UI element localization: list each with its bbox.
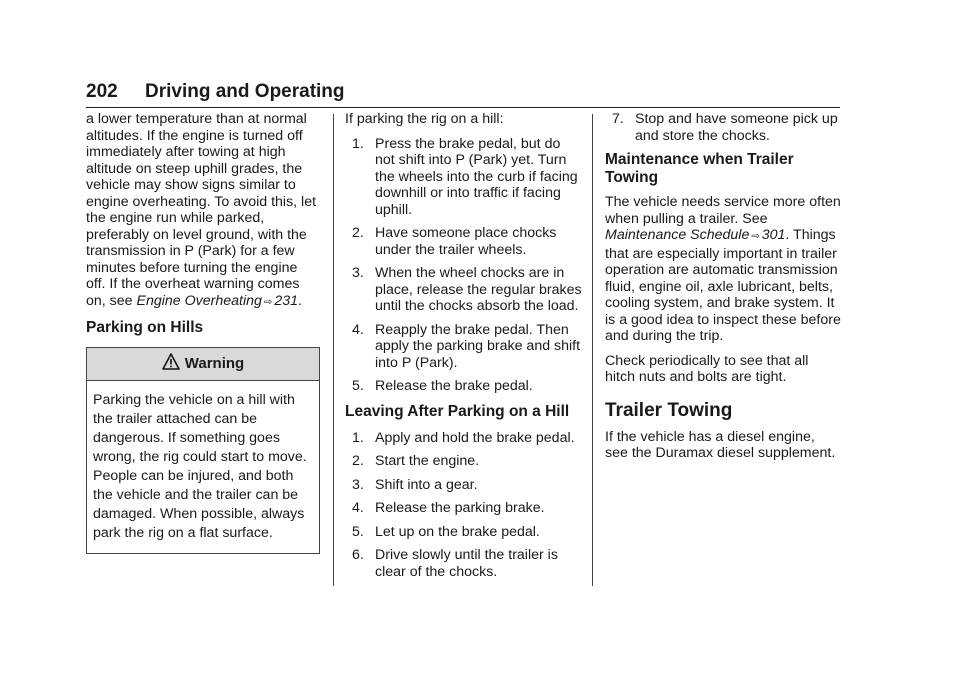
xref-page[interactable]: 301 [761,227,786,243]
column-1 [86,111,320,554]
list-item: 1. Press the brake pedal, but do not shift into P (Park) yet. Turn the wheels into the curb if facing downhill or into traffic if facing uphill. [352,135,578,218]
xref-engine-overheating[interactable]: Engine Overheating [136,292,262,309]
xref-arrow-icon: ⇨ [263,296,273,308]
list-item: 5. Release the brake pedal. [352,378,533,394]
column-divider [592,114,593,586]
hill-parking-intro: If parking the rig on a hill: [345,111,504,127]
maintenance-paragraph: The vehicle needs service more often when pulling a trailer. See Maintenance Schedule ⇨ 301. Things that are especially important in trailer operation are automatic transmission fluid, engine oil, axle lubricant, belts, cooling system, and brake system. It is a good idea to inspect these before and during the trip. [605,194,841,344]
heading-trailer-towing: Trailer Towing [605,399,733,421]
hitch-check-paragraph: Check periodically to see that all hitch nuts and bolts are tight. [605,352,809,385]
heading-parking-on-hills: Parking on Hills [86,319,204,336]
leaving-steps-continued [605,111,841,144]
page-header [86,81,840,108]
xref-maintenance-schedule[interactable]: Maintenance Schedule [605,227,750,243]
list-item: 6. Drive slowly until the trailer is clear of the chocks. [352,547,558,580]
warning-triangle-icon [162,353,180,375]
list-item: 7. Stop and have someone pick up and store the chocks. [612,111,838,144]
section-title: Driving and Operating [145,81,345,102]
xref-page[interactable]: 231 [274,292,298,309]
list-item: 4. Reapply the brake pedal. Then apply the parking brake and shift into P (Park). [352,321,581,371]
altitude-paragraph: a lower temperature than at normal altitudes. If the engine is turned off immediately after towing at high altitude on steep uphill grades, the vehicle may show signs similar to engine overheating. To avoid this, let the engine run while parked, preferably on level ground, with the transmission in P (Park) for a few minutes before turning the engine off. If the overheat warning comes on, see Engine Overheating ⇨ 231. [86,111,317,309]
column-divider [333,114,334,586]
warning-label: Warning [184,354,245,372]
xref-arrow-icon: ⇨ [751,231,760,242]
leaving-steps [345,430,583,581]
column-3 [605,111,841,470]
warning-box [86,347,320,554]
page-number: 202 [86,81,118,102]
heading-leaving-after-parking: Leaving After Parking on a Hill [345,402,570,420]
column-2 [345,111,583,587]
diesel-paragraph: If the vehicle has a diesel engine, see the Duramax diesel supplement. [605,428,836,461]
warning-header [87,348,319,381]
list-item: 5. Let up on the brake pedal. [352,523,540,540]
list-item: 3. When the wheel chocks are in place, release the regular brakes until the chocks absorb the load. [352,265,582,314]
list-item: 2. Have someone place chocks under the trailer wheels. [352,225,557,258]
heading-maintenance-trailer-towing: Maintenance when Trailer Towing [605,151,794,186]
list-item: 1. Apply and hold the brake pedal. [352,429,575,446]
altitude-text: a lower temperature than at normal altitudes. If the engine is turned off immediately after towing at high altitude on steep uphill grades, the vehicle may show signs similar to engine overheating. To avoid this, let the engine run while parked, preferably on level ground, with the transmission in P (Park) for a few minutes before turning the engine off. If the overheat warning comes on, see [86,111,317,309]
list-item: 4. Release the parking brake. [352,500,545,516]
warning-body: Parking the vehicle on a hill with the trailer attached can be dangerous. If something goes wrong, the rig could start to move. People can be injured, and both the vehicle and the trailer can be damaged. When possible, always park the rig on a flat surface. [93,392,307,541]
list-item: 2. Start the engine. [352,453,480,469]
hill-parking-steps [345,136,583,395]
list-item: 3. Shift into a gear. [352,476,478,493]
